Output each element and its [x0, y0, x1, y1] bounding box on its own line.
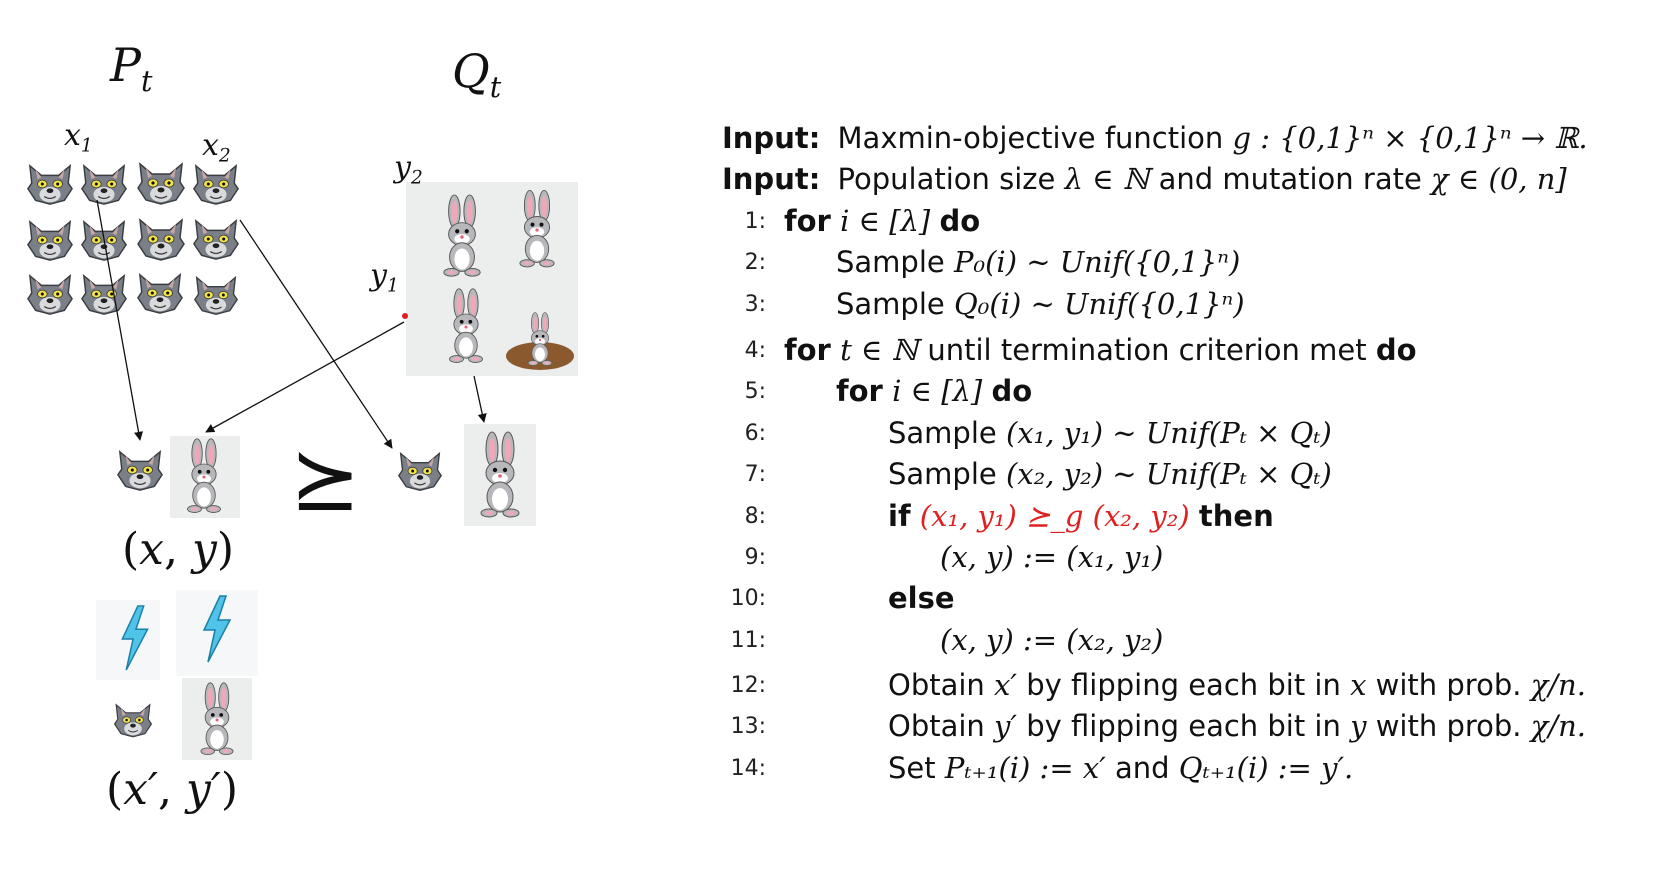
keyword: else	[888, 581, 955, 616]
statement-text: with prob.	[1375, 709, 1522, 744]
algo-line-4	[722, 330, 1662, 371]
label-y2: $y_2$	[394, 150, 423, 189]
statement-text: Obtain	[888, 709, 985, 744]
keyword: for	[784, 203, 831, 238]
math-expr: χ/n.	[1530, 709, 1586, 744]
input-math: χ ∈ (0, n]	[1431, 162, 1567, 197]
statement-text: Sample	[888, 457, 997, 492]
arrow-y1-to-y	[206, 322, 404, 432]
keyword: do	[991, 374, 1033, 409]
algo-line-14	[722, 748, 1662, 789]
input-math: g : {0,1}ⁿ × {0,1}ⁿ → ℝ.	[1232, 121, 1588, 155]
keyword: if	[888, 498, 911, 533]
algo-line-5	[722, 371, 1662, 412]
wolf-face-icon	[194, 166, 238, 204]
succeq-symbol: ⪰	[290, 430, 361, 528]
math-expr: y′	[994, 709, 1018, 744]
math-expr: Qₜ₊₁(i) := y′.	[1178, 750, 1354, 785]
algo-line-9	[722, 537, 1662, 578]
line-number: 9:	[744, 544, 766, 570]
wolf-face-icon	[28, 222, 72, 260]
y1-marker	[402, 313, 408, 319]
math-expr: t ∈ ℕ	[840, 332, 919, 367]
input-line-1	[722, 118, 1662, 159]
math-expr: χ/n.	[1530, 668, 1586, 703]
line-number: 7:	[744, 462, 766, 488]
keyword: for	[836, 374, 883, 409]
line-number: 6:	[744, 420, 766, 446]
algo-line-2	[722, 242, 1662, 283]
statement-text: Sample	[836, 286, 945, 321]
population-P	[28, 164, 238, 314]
input-text: Maxmin-objective function	[837, 121, 1224, 155]
input-line-2	[722, 159, 1662, 200]
label-pair: (x, y)	[122, 524, 235, 575]
label-x1: $x_1$	[64, 118, 93, 157]
input-keyword: Input:	[722, 121, 821, 155]
wolf-face-icon	[138, 164, 184, 204]
wolf-face-icon	[138, 275, 182, 313]
line-number: 10:	[730, 586, 766, 612]
line-number: 11:	[730, 627, 766, 653]
wolf-face-icon	[138, 220, 184, 260]
line-number: 8:	[744, 503, 766, 529]
statement-text: by flipping each bit in	[1026, 668, 1341, 703]
algo-line-11	[722, 620, 1662, 661]
math-expr: (x₁, y₁) ∼ Unif(Pₜ × Qₜ)	[1005, 415, 1332, 450]
algo-line-1	[722, 201, 1662, 242]
algo-line-6	[722, 413, 1662, 454]
wolf-face-icon	[118, 452, 162, 490]
math-expr: Q₀(i) ∼ Unif({0,1}ⁿ)	[953, 286, 1245, 321]
keyword: for	[784, 332, 831, 367]
label-mutated-pair: (x′, y′)	[106, 764, 238, 815]
algo-line-12	[722, 665, 1662, 706]
label-y1: $y_1$	[370, 258, 399, 297]
line-number: 14:	[730, 755, 766, 781]
math-expr: (x, y) := (x₂, y₂)	[940, 622, 1164, 657]
algo-line-10	[722, 578, 1662, 619]
algorithm-block	[722, 118, 1662, 789]
algo-line-3	[722, 284, 1662, 325]
wolf-face-icon	[28, 276, 72, 314]
line-number: 2:	[744, 250, 766, 276]
line-number: 1:	[744, 208, 766, 234]
math-expr: i ∈ [λ]	[840, 203, 931, 238]
wolf-face-icon	[82, 276, 126, 314]
wolf-face-icon	[28, 166, 72, 204]
wolf-face-icon	[115, 705, 152, 737]
input-math: λ ∈ ℕ	[1064, 162, 1150, 197]
arrow-x2-to-compared	[240, 220, 392, 448]
math-expr: (x, y) := (x₁, y₁)	[940, 539, 1164, 574]
line-number: 5:	[744, 379, 766, 405]
statement-text: by flipping each bit in	[1026, 709, 1341, 744]
statement-text: Set	[888, 750, 936, 785]
statement-text: Obtain	[888, 668, 985, 703]
statement-text: until termination criterion met	[927, 332, 1367, 367]
line-number: 4:	[744, 337, 766, 363]
line-number: 3:	[744, 291, 766, 317]
keyword: do	[939, 203, 981, 238]
population-Q	[406, 182, 578, 376]
keyword: do	[1375, 332, 1417, 367]
label-Q-t: $Q_t$	[452, 44, 502, 104]
wolf-face-icon	[82, 166, 126, 204]
line-number: 12:	[730, 673, 766, 699]
math-expr: (x₂, y₂) ∼ Unif(Pₜ × Qₜ)	[1005, 457, 1332, 492]
statement-text: Sample	[836, 245, 945, 280]
arrow-y2-to-compared	[474, 376, 484, 422]
math-expr: y	[1350, 709, 1367, 744]
statement-text: with prob.	[1375, 668, 1522, 703]
statement-text: and	[1115, 750, 1170, 785]
wolf-face-icon	[399, 454, 441, 491]
math-expr: x′	[994, 668, 1017, 703]
algo-line-13	[722, 706, 1662, 747]
algo-line-8	[722, 496, 1662, 537]
algo-line-7	[722, 454, 1662, 495]
statement-text: Sample	[888, 415, 997, 450]
math-expr: x	[1350, 668, 1367, 703]
input-text: Population size	[837, 162, 1056, 197]
input-text: and mutation rate	[1158, 162, 1422, 197]
math-expr: P₀(i) ∼ Unif({0,1}ⁿ)	[953, 245, 1241, 280]
keyword: then	[1198, 498, 1274, 533]
math-expr: i ∈ [λ]	[892, 374, 983, 409]
wolf-face-icon	[194, 221, 238, 259]
label-x2: $x_2$	[202, 128, 231, 167]
line-number: 13:	[730, 714, 766, 740]
wolf-face-icon	[195, 278, 237, 315]
math-expr: Pₜ₊₁(i) := x′	[944, 750, 1106, 785]
dominance-condition: (x₁, y₁) ⪰_g (x₂, y₂)	[919, 498, 1190, 533]
label-P-t: $P_t$	[110, 38, 153, 98]
input-keyword: Input:	[722, 162, 821, 197]
